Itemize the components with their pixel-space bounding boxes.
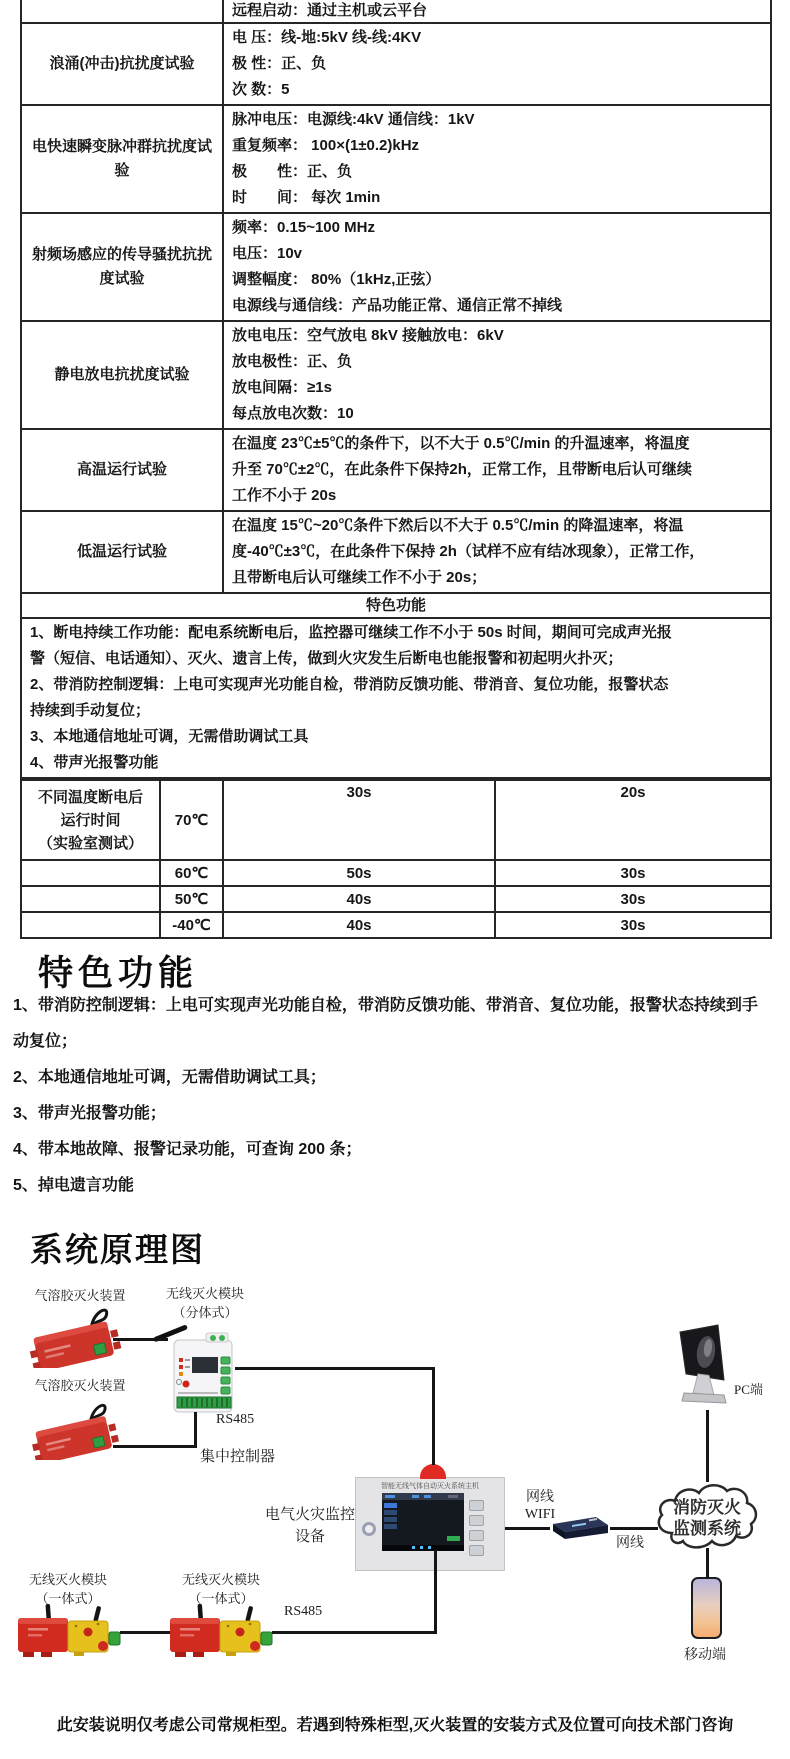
spec-table bbox=[20, 0, 772, 779]
table-feature-line: 1、断电持续工作功能：配电系统断电后，监控器可继续工作不小于 50s 时间，期间可完成声光报 bbox=[30, 624, 672, 641]
spec-row bbox=[21, 105, 771, 213]
temp-cell: 60℃ bbox=[160, 860, 223, 886]
pc-label: PC端 bbox=[734, 1382, 763, 1397]
screen-chip bbox=[412, 1495, 419, 1498]
spec-row bbox=[21, 213, 771, 321]
spec-label-cell: 射频场感应的传导骚扰抗扰度试验 bbox=[21, 213, 223, 321]
integrated-module-1 bbox=[16, 1604, 124, 1662]
host-screen bbox=[382, 1493, 464, 1551]
time-cell: 30s bbox=[495, 860, 771, 886]
host-button bbox=[469, 1500, 484, 1511]
temp-row bbox=[21, 912, 771, 938]
spec-value-line: 电压：10v bbox=[232, 245, 303, 262]
wireless-split-label-line1: 无线灭火模块 bbox=[165, 1286, 244, 1301]
spec-value-line: 在温度 23℃±5℃的条件下，以不大于 0.5℃/min 的升温速率，将温度 bbox=[232, 435, 690, 452]
rs485-lower-label: RS485 bbox=[284, 1604, 323, 1619]
features-list bbox=[13, 988, 770, 1204]
spec-label-cell: 电快速瞬变脉冲群抗扰度试验 bbox=[21, 105, 223, 213]
spec-value-cell bbox=[223, 23, 771, 105]
feature-item: 1、带消防控制逻辑：上电可实现声光功能自检，带消防反馈功能、带消音、复位功能，报警状态持续到手动复位； bbox=[13, 997, 758, 1050]
spec-value-line: 远程启动：通过主机或云平台 bbox=[232, 2, 428, 19]
mobile-phone bbox=[691, 1577, 722, 1639]
temp-empty-cell bbox=[21, 886, 160, 912]
spec-row bbox=[21, 429, 771, 511]
spec-value-cell bbox=[223, 213, 771, 321]
section-header-cell: 特色功能 bbox=[21, 593, 771, 618]
connector-line bbox=[272, 1631, 437, 1634]
screen-dot bbox=[412, 1546, 415, 1549]
connector-line bbox=[120, 1631, 170, 1634]
host-label-line2: 设备 bbox=[294, 1529, 325, 1545]
integrated-module-2 bbox=[168, 1604, 276, 1662]
host-device-label bbox=[262, 1504, 358, 1548]
spec-value-line: 脉冲电压：电源线:4kV 通信线：1kV bbox=[232, 111, 475, 128]
time-cell: 50s bbox=[223, 860, 495, 886]
spec-value-line: 重复频率： 100×(1±0.2)kHz bbox=[232, 137, 420, 154]
aerosol-device-2 bbox=[28, 1394, 122, 1460]
diagram-title: 系统原理图 bbox=[30, 1231, 205, 1268]
integrated-label-line1: 无线灭火模块 bbox=[181, 1572, 260, 1587]
netline-lower-label: 网线 bbox=[616, 1536, 644, 1551]
temp-header-line: （实验室测试） bbox=[37, 834, 143, 852]
integrated-label-line1: 无线灭火模块 bbox=[28, 1572, 107, 1587]
spec-value-line: 频率：0.15~100 MHz bbox=[232, 219, 375, 236]
spec-value-line: 电 压：线-地:5kV 线-线:4KV bbox=[232, 29, 422, 46]
temp-header-line: 不同温度断电后 bbox=[37, 788, 143, 806]
temp-row bbox=[21, 860, 771, 886]
spec-value-line: 放电极性：正、负 bbox=[232, 353, 353, 370]
aerosol-device-1-label: 气溶胶灭火装置 bbox=[34, 1288, 126, 1303]
spec-value-line: 升至 70℃±2℃，在此条件下保持2h，正常工作，且带断电后认可继续 bbox=[232, 461, 692, 478]
wireless-split-label-line2: （分体式） bbox=[172, 1305, 238, 1320]
router-device bbox=[550, 1512, 612, 1540]
temp-cell: 70℃ bbox=[160, 780, 223, 860]
time-cell: 20s bbox=[495, 780, 771, 860]
screen-chip bbox=[385, 1495, 395, 1498]
spec-label-cell: 低温运行试验 bbox=[21, 511, 223, 593]
spec-value-line: 度-40℃±3℃，在此条件下保持 2h（试样不应有结冰现象），正常工作， bbox=[232, 543, 705, 560]
connector-line bbox=[194, 1412, 197, 1448]
spec-value-cell bbox=[223, 0, 771, 23]
pc-monitor bbox=[672, 1322, 734, 1414]
cloud-label-line2: 监测系统 bbox=[673, 1519, 741, 1538]
spec-label-cell bbox=[21, 0, 223, 23]
temp-row bbox=[21, 886, 771, 912]
spec-value-cell bbox=[223, 105, 771, 213]
temp-table bbox=[20, 779, 772, 939]
screen-chip bbox=[448, 1495, 458, 1498]
screen-sidebar-item bbox=[384, 1517, 397, 1522]
time-cell: 40s bbox=[223, 912, 495, 938]
spec-row bbox=[21, 23, 771, 105]
spec-row bbox=[21, 0, 771, 23]
integrated-module-1-label bbox=[12, 1570, 124, 1608]
spec-label-cell: 高温运行试验 bbox=[21, 429, 223, 511]
wireless-split-module-label bbox=[150, 1284, 260, 1322]
spec-value-cell bbox=[223, 429, 771, 511]
spec-value-line: 放电电压：空气放电 8kV 接触放电：6kV bbox=[232, 327, 504, 344]
connector-line bbox=[706, 1410, 709, 1482]
host-button bbox=[469, 1515, 484, 1526]
spec-value-line: 电源线与通信线：产品功能正常、通信正常不掉线 bbox=[232, 297, 563, 314]
alarm-dome bbox=[420, 1464, 446, 1479]
time-cell: 30s bbox=[223, 780, 495, 860]
spec-value-line: 工作不小于 20s bbox=[232, 487, 337, 504]
spec-value-cell bbox=[223, 321, 771, 429]
table-feature-list bbox=[21, 618, 771, 778]
wifi-label-line: WIFI bbox=[524, 1507, 556, 1522]
screen-bottom-bar bbox=[382, 1545, 464, 1551]
table-feature-line: 4、带声光报警功能 bbox=[30, 754, 159, 771]
connector-line bbox=[434, 1550, 437, 1634]
feature-item: 4、带本地故障、报警记录功能，可查询 200 条； bbox=[13, 1141, 362, 1158]
host-label-line1: 电气火灾监控 bbox=[264, 1507, 355, 1523]
spec-row bbox=[21, 511, 771, 593]
spec-value-line: 每点放电次数：10 bbox=[232, 405, 354, 422]
spec-value-line: 在温度 15℃~20℃条件下然后以不大于 0.5℃/min 的降温速率，将温 bbox=[232, 517, 684, 534]
aerosol-device-1 bbox=[28, 1298, 122, 1368]
cloud-shape bbox=[652, 1478, 760, 1556]
spec-row bbox=[21, 321, 771, 429]
host-screen-title: 智能无线气体自动灭火系统主机 bbox=[381, 1483, 479, 1490]
host-button bbox=[469, 1545, 484, 1556]
connector-line bbox=[610, 1527, 658, 1530]
spec-value-line: 调整幅度： 80%（1kHz,正弦） bbox=[232, 271, 441, 288]
spec-table-wrap bbox=[20, 0, 770, 939]
features-section-title: 特色功能 bbox=[38, 954, 199, 993]
screen-sidebar-item bbox=[384, 1503, 397, 1508]
netline-label-line: 网线 bbox=[526, 1490, 554, 1505]
temp-cell: 50℃ bbox=[160, 886, 223, 912]
temp-row bbox=[21, 780, 771, 860]
spec-section-header-row bbox=[21, 593, 771, 618]
temp-header-line: 运行时间 bbox=[60, 811, 121, 829]
feature-item: 5、掉电遗言功能 bbox=[13, 1177, 134, 1194]
feature-item: 3、带声光报警功能； bbox=[13, 1105, 166, 1122]
wireless-module-split bbox=[150, 1320, 242, 1416]
screen-sidebar-item bbox=[384, 1510, 397, 1515]
screen-status-badge bbox=[447, 1536, 460, 1541]
footer-note: 此安装说明仅考虑公司常规柜型。若遇到特殊柜型,灭火装置的安装方式及位置可向技术部门咨询 bbox=[56, 1717, 734, 1734]
spec-value-line: 极 性：正、负 bbox=[232, 55, 327, 72]
table-feature-line: 3、本地通信地址可调，无需借助调试工具 bbox=[30, 728, 309, 745]
spec-value-cell bbox=[223, 511, 771, 593]
table-feature-line: 持续到手动复位； bbox=[30, 702, 151, 719]
connector-line bbox=[113, 1338, 168, 1341]
spec-value-line: 且带断电后认可继续工作不小于 20s； bbox=[232, 569, 487, 586]
table-feature-line: 2、带消防控制逻辑：上电可实现声光功能自检，带消防反馈功能、带消音、复位功能，报警状态 bbox=[30, 676, 669, 693]
temp-empty-cell bbox=[21, 860, 160, 886]
time-cell: 30s bbox=[495, 886, 771, 912]
mobile-label: 移动端 bbox=[684, 1648, 726, 1663]
spec-features-row bbox=[21, 618, 771, 778]
screen-chip bbox=[424, 1495, 431, 1498]
spec-value-line: 放电间隔：≥1s bbox=[232, 379, 332, 396]
screen-dot bbox=[420, 1546, 423, 1549]
time-cell: 30s bbox=[495, 912, 771, 938]
host-device bbox=[355, 1477, 505, 1571]
screen-sidebar-item bbox=[384, 1524, 397, 1529]
connector-line bbox=[432, 1367, 435, 1465]
integrated-module-2-label bbox=[165, 1570, 277, 1608]
table-feature-line: 警（短信、电话通知）、灭火、遗言上传，做到火灾发生后断电也能报警和初起明火扑灭； bbox=[30, 650, 623, 667]
spec-label-cell: 浪涌(冲击)抗扰度试验 bbox=[21, 23, 223, 105]
spec-value-line: 时 间： 每次 1min bbox=[232, 189, 381, 206]
connector-line bbox=[113, 1445, 197, 1448]
temp-header-cell bbox=[21, 780, 160, 860]
controller-label: 集中控制器 bbox=[199, 1449, 275, 1465]
rs485-upper-label: RS485 bbox=[216, 1412, 255, 1427]
connector-line bbox=[505, 1527, 550, 1530]
cloud-label-line1: 消防灭火 bbox=[673, 1498, 741, 1517]
temp-empty-cell bbox=[21, 912, 160, 938]
integrated-label-line2: （一体式） bbox=[188, 1591, 254, 1606]
time-cell: 40s bbox=[223, 886, 495, 912]
host-knob bbox=[362, 1522, 376, 1536]
spec-label-cell: 静电放电抗扰度试验 bbox=[21, 321, 223, 429]
connector-line bbox=[706, 1548, 709, 1578]
temp-cell: -40℃ bbox=[160, 912, 223, 938]
connector-line bbox=[235, 1367, 435, 1370]
integrated-label-line2: （一体式） bbox=[35, 1591, 101, 1606]
host-button bbox=[469, 1530, 484, 1541]
spec-value-line: 极 性：正、负 bbox=[232, 163, 353, 180]
screen-dot bbox=[428, 1546, 431, 1549]
feature-item: 2、本地通信地址可调，无需借助调试工具； bbox=[13, 1069, 326, 1086]
spec-value-line: 次 数：5 bbox=[232, 81, 290, 98]
aerosol-device-2-label: 气溶胶灭火装置 bbox=[34, 1378, 126, 1393]
